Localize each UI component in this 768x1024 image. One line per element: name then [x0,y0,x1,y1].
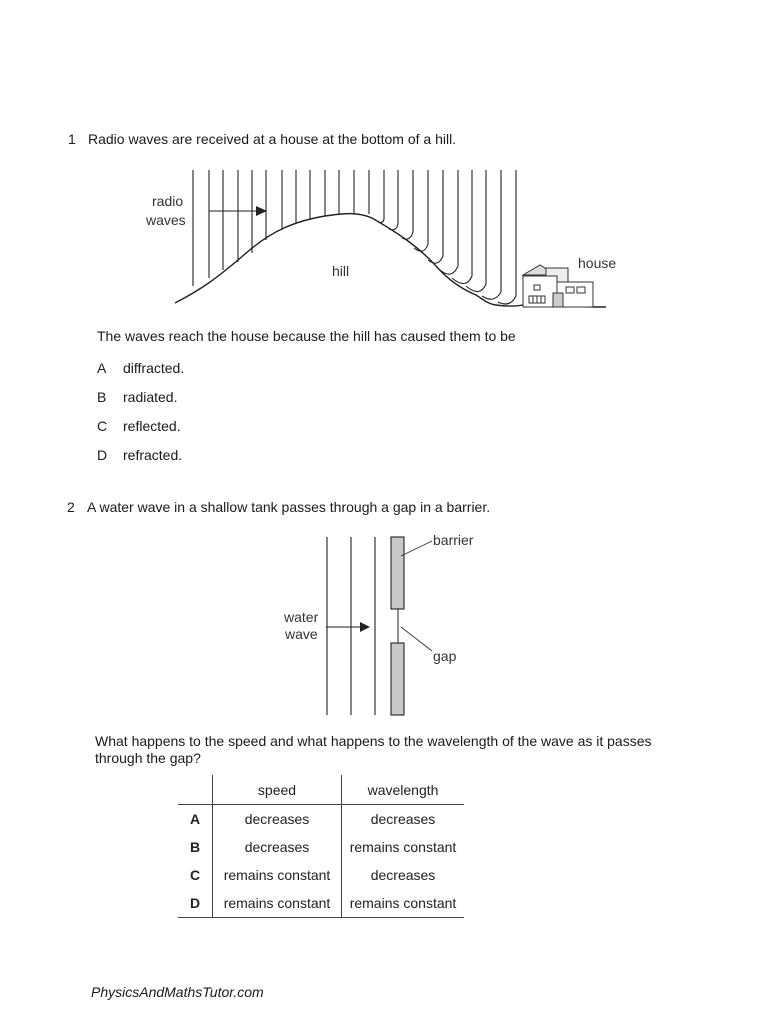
label-house: house [578,255,617,271]
label-barrier: barrier [433,532,474,548]
row-letter: D [189,895,201,911]
row-wavelength: decreases [342,805,465,834]
row-wavelength: remains constant [342,889,465,918]
table-row [178,805,464,834]
row-letter: A [189,811,201,827]
table-row [178,833,464,861]
label-waves: waves [146,212,186,228]
row-speed: decreases [213,833,342,861]
q2-text: A water wave in a shallow tank passes through a gap in a barrier. [87,499,491,515]
row-letter: B [189,839,201,855]
q1-text: Radio waves are received at a house at the bottom of a hill. [88,131,457,147]
answer-table [178,775,464,918]
row-speed: remains constant [213,889,342,918]
q1-option-c-letter: C [97,418,108,434]
row-wavelength: decreases [342,861,465,889]
row-speed: decreases [213,805,342,834]
q1-option-a-text: diffracted. [123,360,185,376]
q1-option-b-letter: B [97,389,107,405]
table-header-speed: speed [213,775,342,805]
label-gap: gap [433,648,457,664]
q1-option-b-text: radiated. [123,389,178,405]
q1-prompt: The waves reach the house because the hill has caused them to be [97,328,516,344]
table-header-letter [178,775,213,805]
row-letter: C [189,867,201,883]
row-wavelength: remains constant [342,833,465,861]
row-speed: remains constant [213,861,342,889]
q2-prompt-line2: through the gap? [95,750,201,766]
label-hill: hill [332,263,350,279]
q1-option-c-text: reflected. [123,418,181,434]
table-header-row [178,775,464,805]
label-wave: wave [285,626,318,642]
table-row [178,889,464,918]
q1-option-d-text: refracted. [123,447,183,463]
q2-prompt-line1: What happens to the speed and what happens to the wavelength of the wave as it passes [95,733,652,749]
q1-number: 1 [68,131,76,147]
footer-site: PhysicsAndMathsTutor.com [91,984,264,1000]
q2-number: 2 [67,499,75,515]
table-header-wavelength: wavelength [342,775,465,805]
q1-option-d-letter: D [97,447,108,463]
label-radio: radio [152,193,184,209]
table-row [178,861,464,889]
label-water: water [284,609,319,625]
q1-option-a-letter: A [97,360,107,376]
